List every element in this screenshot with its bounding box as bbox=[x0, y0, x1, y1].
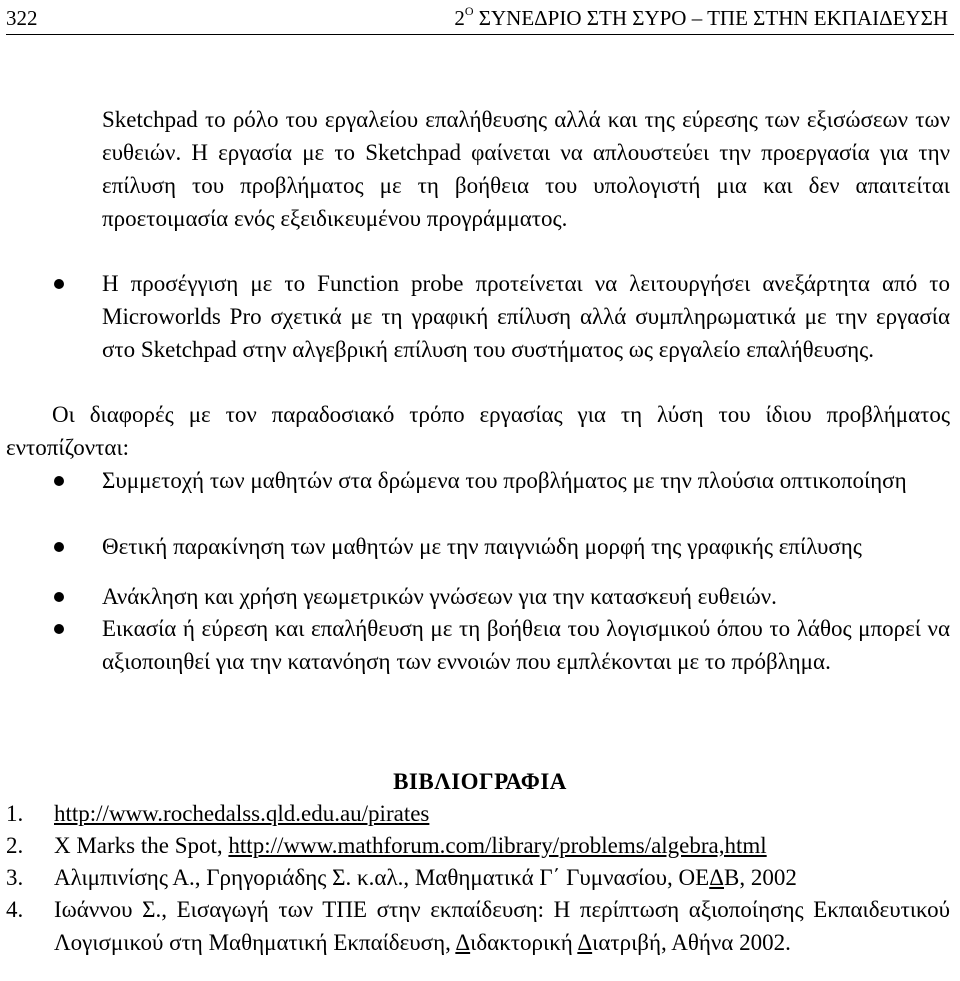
header-title-rest: ΣΥΝΕΔΡΙΟ ΣΤΗ ΣΥΡΟ – ΤΠΕ ΣΤΗΝ ΕΚΠΑΙΔΕΥΣΗ bbox=[473, 6, 948, 30]
reference-number: 1. bbox=[6, 801, 24, 826]
reference-underlined: Δ bbox=[709, 865, 724, 890]
header-title-superscript: Ο bbox=[464, 4, 474, 18]
reference-number: 3. bbox=[6, 865, 24, 890]
difference-text: Συμμετοχή των μαθητών στα δρώμενα του προβλήματος με την πλούσια οπτικοποίηση bbox=[102, 468, 907, 493]
bibliography-heading: ΒΙΒΛΙΟΓΡΑΦΙΑ bbox=[393, 769, 567, 794]
reference-text bbox=[54, 797, 950, 830]
bullet-function-probe bbox=[102, 267, 950, 366]
difference-item bbox=[102, 530, 950, 563]
header-title bbox=[454, 4, 948, 32]
bullet-icon bbox=[54, 542, 64, 552]
reference-text bbox=[54, 893, 950, 959]
reference-suffix: ιατριβή, Αθήνα 2002. bbox=[592, 930, 791, 955]
reference-middle: ιδακτορική bbox=[470, 930, 578, 955]
bullet-text: Η προσέγγιση με το Function probe προτείνεται να λειτουργήσει ανεξάρτητα από το Microworlds Pro σχετικά με τη γραφική επίλυση αλλά συμπληρωματικά με την εργασία στο Sketchpad στην αλγεβρική επίλυση του συστήματος ως εργαλείο επαλήθευσης. bbox=[102, 271, 950, 362]
differences-intro bbox=[6, 398, 950, 464]
bullet-icon bbox=[54, 279, 64, 289]
header-title-prefix: 2 bbox=[454, 6, 465, 30]
reference-number: 2. bbox=[6, 833, 24, 858]
difference-text: Ανάκληση και χρήση γεωμετρικών γνώσεων για την κατασκευή ευθειών. bbox=[102, 584, 777, 609]
reference-text bbox=[54, 829, 950, 862]
reference-link[interactable]: http://www.rochedalss.qld.edu.au/pirates bbox=[54, 801, 430, 826]
reference-link[interactable]: http://www.mathforum.com/library/problems/algebra,html bbox=[228, 833, 767, 858]
difference-text: Εικασία ή εύρεση και επαλήθευση με τη βοήθεια του λογισμικού όπου το λάθος μπορεί να αξιοποιηθεί για την κατανόηση των εννοιών που εμπλέκονται με το πρόβλημα. bbox=[102, 616, 950, 674]
running-header bbox=[6, 4, 954, 35]
reference-item bbox=[6, 861, 950, 894]
reference-text bbox=[54, 861, 950, 894]
difference-item bbox=[102, 612, 950, 678]
difference-item bbox=[102, 580, 950, 613]
reference-prefix: X Marks the Spot, bbox=[54, 833, 229, 858]
reference-underlined: Δ bbox=[577, 930, 593, 955]
reference-prefix: Αλιμπινίσης Α., Γρηγοριάδης Σ. κ.αλ., Μαθηματικά Γ΄ Γυμνασίου, ΟΕ bbox=[54, 865, 710, 890]
page-number: 322 bbox=[6, 6, 38, 30]
difference-item bbox=[102, 464, 950, 497]
differences-intro-text: Οι διαφορές με τον παραδοσιακό τρόπο εργασίας για τη λύση του ίδιου προβλήματος εντοπίζονται: bbox=[6, 402, 950, 460]
reference-item bbox=[6, 893, 950, 959]
reference-underlined: Δ bbox=[455, 930, 471, 955]
continuation-paragraph: Sketchpad το ρόλο του εργαλείου επαλήθευσης αλλά και της εύρεσης των εξισώσεων των ευθειών. Η εργασία με το Sketchpad φαίνεται να απλουστεύει την προεργασία για την επίλυση του προβλήματος με τη βοήθεια του υπολογιστή μια και δεν απαιτείται προετοιμασία ενός εξειδικευμένου προγράμματος. bbox=[102, 107, 950, 231]
reference-prefix: Ιωάννου Σ., Εισαγωγή των ΤΠΕ στην εκπαίδευση: Η περίπτωση αξιοποίησης Εκπαιδευτικού Λογισμικού στη Μαθηματική Εκπαίδευση, bbox=[54, 897, 950, 955]
bullet-icon bbox=[54, 624, 64, 634]
reference-suffix: Β, 2002 bbox=[724, 865, 797, 890]
bullet-icon bbox=[54, 592, 64, 602]
difference-text: Θετική παρακίνηση των μαθητών με την παιγνιώδη μορφή της γραφικής επίλυσης bbox=[102, 534, 862, 559]
reference-item bbox=[6, 797, 950, 830]
reference-item bbox=[6, 829, 950, 862]
reference-number: 4. bbox=[6, 897, 24, 922]
bullet-icon bbox=[54, 476, 64, 486]
